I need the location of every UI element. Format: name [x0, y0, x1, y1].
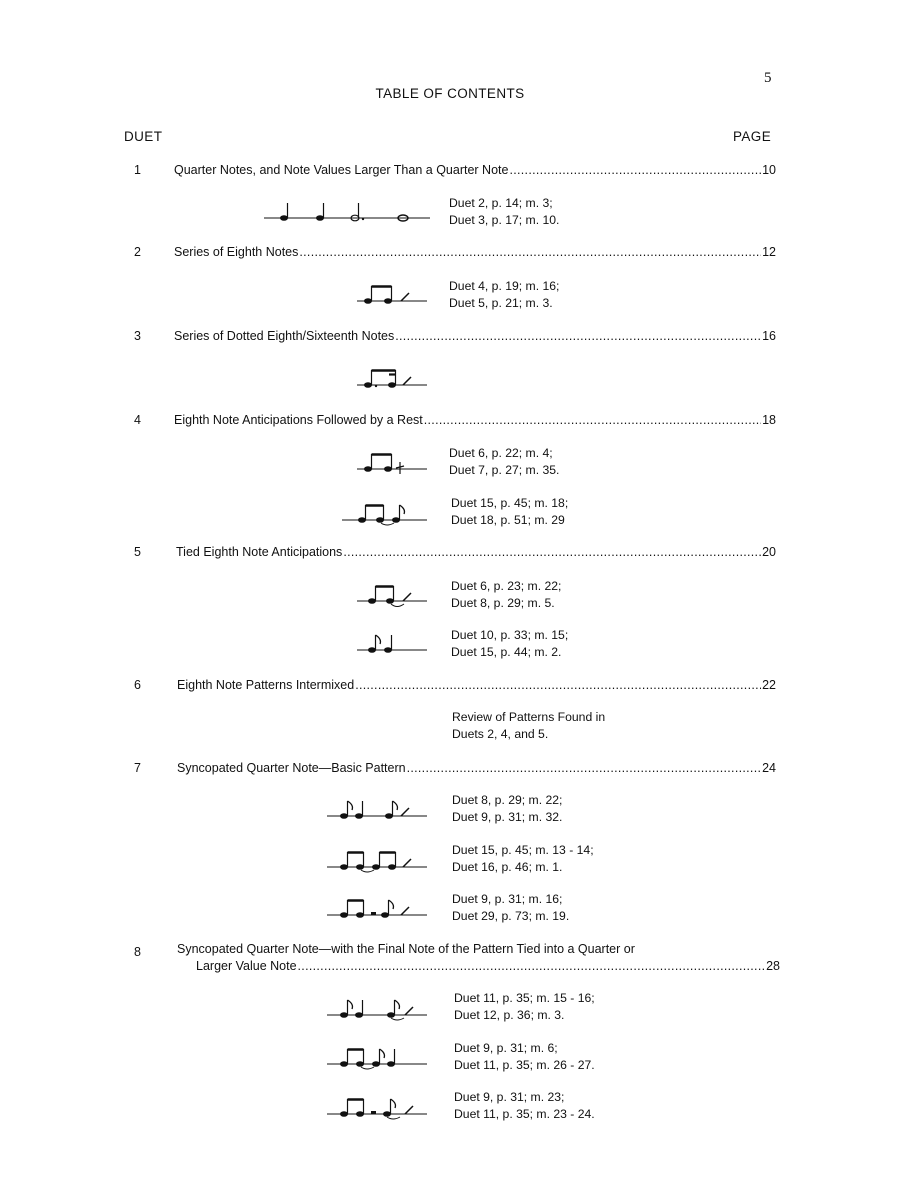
duet-reference: Duet 10, p. 33; m. 15; Duet 15, p. 44; m. 2. — [451, 628, 569, 659]
entry-page: 20 — [762, 545, 776, 559]
entry-page: 12 — [762, 245, 776, 259]
syncopated-eighths-rest-icon — [325, 895, 430, 921]
eighth-anticipation-tied-rest-icon — [340, 499, 430, 527]
toc-entry-6 — [177, 677, 776, 694]
entry-number: 7 — [134, 761, 141, 775]
duet-reference: Duet 9, p. 31; m. 23; Duet 11, p. 35; m. 23 - 24. — [454, 1090, 595, 1121]
entry-page: 28 — [766, 959, 780, 973]
syncopated-eighths-tied-quarters-icon — [325, 1044, 430, 1072]
entry-page: 10 — [762, 163, 776, 177]
toc-entry-4 — [174, 412, 776, 429]
tied-eighth-anticipation-icon — [355, 582, 430, 610]
entry-title: Syncopated Quarter Note—Basic Pattern — [177, 761, 406, 775]
toc-entry-7 — [177, 760, 776, 777]
duet-reference: Duet 6, p. 23; m. 22; Duet 8, p. 29; m. 5. — [451, 579, 562, 610]
dotted-eighth-sixteenth-pattern-icon — [355, 366, 430, 392]
entry-title: Series of Dotted Eighth/Sixteenth Notes — [174, 329, 395, 343]
entry-page: 16 — [762, 329, 776, 343]
column-header-page: PAGE — [733, 129, 772, 144]
entry-title-continued: Larger Value Note — [196, 959, 297, 973]
duet-reference: Duet 8, p. 29; m. 22; Duet 9, p. 31; m. 32. — [452, 793, 563, 824]
entry-page: 24 — [762, 761, 776, 775]
entry-title: Syncopated Quarter Note—with the Final Note of the Pattern Tied into a Quarter or — [177, 942, 635, 956]
entry-page: 22 — [762, 678, 776, 692]
toc-entry-1 — [174, 162, 776, 179]
entry-title: Eighth Note Patterns Intermixed — [177, 678, 355, 692]
duet-reference: Duet 9, p. 31; m. 6; Duet 11, p. 35; m. 26 - 27. — [454, 1041, 595, 1072]
syncopated-quarter-basic-icon — [325, 796, 430, 822]
entry-number: 5 — [134, 545, 141, 559]
toc-entry-5 — [176, 544, 776, 561]
entry-title: Tied Eighth Note Anticipations — [176, 545, 343, 559]
duet-reference: Duet 9, p. 31; m. 16; Duet 29, p. 73; m. 19. — [452, 892, 570, 923]
duet-reference: Duet 11, p. 35; m. 15 - 16; Duet 12, p. 36; m. 3. — [454, 991, 595, 1022]
entry-number: 4 — [134, 413, 141, 427]
duet-reference: Duet 15, p. 45; m. 13 - 14; Duet 16, p. 46; m. 1. — [452, 843, 594, 874]
column-header-duet: DUET — [124, 129, 163, 144]
page-title: TABLE OF CONTENTS — [375, 86, 525, 101]
toc-entry-8 — [196, 958, 780, 975]
syncopated-tied-quarter-icon — [325, 995, 430, 1023]
entry-title: Series of Eighth Notes — [174, 245, 299, 259]
quarter-half-dotted-half-whole-notes-icon — [262, 200, 432, 226]
duet-reference: Duet 15, p. 45; m. 18; Duet 18, p. 51; m. 29 — [451, 496, 569, 527]
duet-reference: Duet 6, p. 22; m. 4; Duet 7, p. 27; m. 35. — [449, 446, 560, 477]
syncopated-tied-eighths-icon — [325, 846, 430, 874]
duet-reference: Duet 2, p. 14; m. 3; Duet 3, p. 17; m. 10. — [449, 196, 560, 227]
eighth-anticipation-rest-icon — [355, 450, 430, 476]
toc-entry-2 — [174, 244, 776, 261]
eighth-notes-pattern-icon — [355, 282, 430, 308]
entry-title: Eighth Note Anticipations Followed by a Rest — [174, 413, 423, 427]
entry-number: 1 — [134, 163, 141, 177]
eighth-quarter-pattern-icon — [355, 630, 430, 656]
entry-title: Quarter Notes, and Note Values Larger Than a Quarter Note — [174, 163, 509, 177]
duet-reference: Duet 4, p. 19; m. 16; Duet 5, p. 21; m. 3. — [449, 279, 560, 310]
toc-entry-3 — [174, 328, 776, 345]
entry-number: 2 — [134, 245, 141, 259]
entry-number: 3 — [134, 329, 141, 343]
entry-page: 18 — [762, 413, 776, 427]
duet-reference: Review of Patterns Found in Duets 2, 4, and 5. — [452, 710, 606, 741]
page-number: 5 — [764, 70, 772, 86]
entry-number: 6 — [134, 678, 141, 692]
entry-number: 8 — [134, 945, 141, 959]
syncopated-eighths-rest-tied-icon — [325, 1094, 430, 1122]
